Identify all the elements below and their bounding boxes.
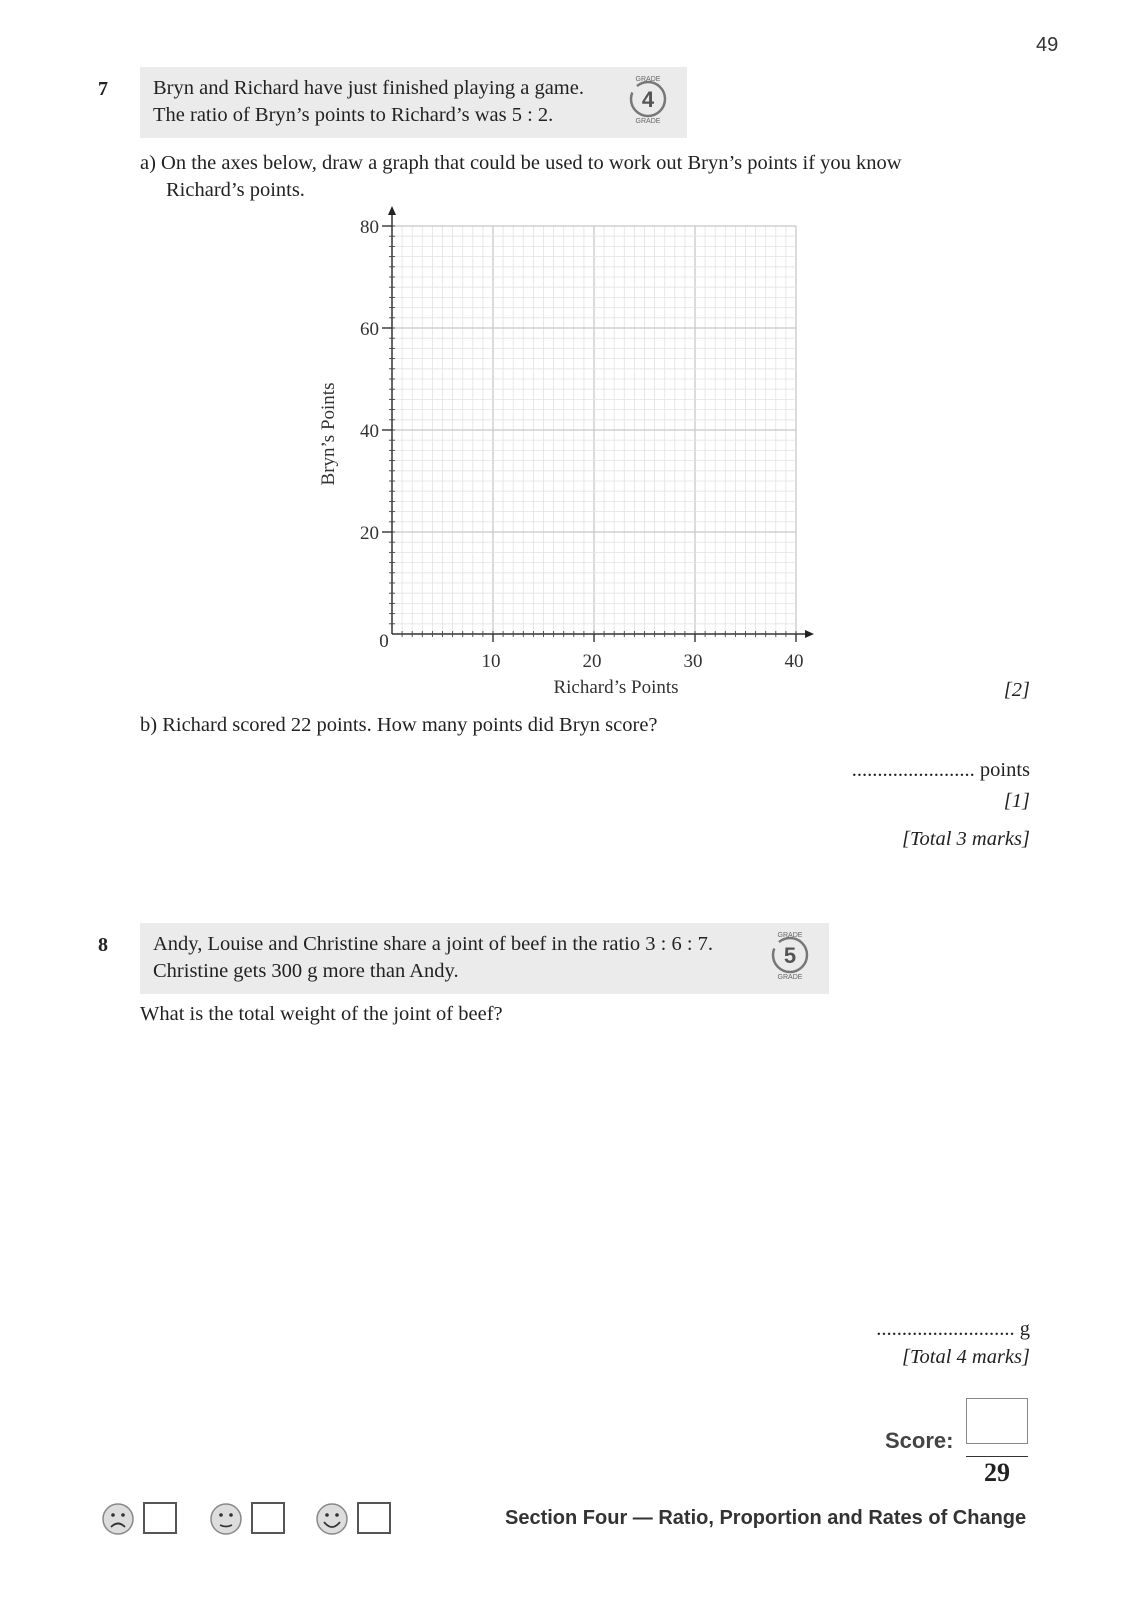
sad-tick-box[interactable] xyxy=(143,1502,177,1534)
x-tick-label: 20 xyxy=(582,651,602,672)
q7-intro-line-1: Bryn and Richard have just finished playing a game. xyxy=(153,77,584,99)
x-axis-label: Richard’s Points xyxy=(553,677,679,698)
grade-5-label-bottom: GRADE xyxy=(777,974,803,981)
x-tick-label: 40 xyxy=(784,651,804,672)
neutral-tick-box[interactable] xyxy=(251,1502,285,1534)
sad-face-icon xyxy=(101,1502,135,1536)
happy-face-icon xyxy=(315,1502,349,1536)
q7-part-a xyxy=(140,150,1040,204)
grade-4-icon xyxy=(622,73,674,125)
q7-part-a-line-2: Richard’s points. xyxy=(166,179,305,201)
y-tick-label: 20 xyxy=(360,523,379,544)
question-8-number: 8 xyxy=(98,934,108,956)
score-input-box[interactable] xyxy=(966,1398,1028,1444)
question-7-number: 7 xyxy=(98,78,108,100)
grade-5-number: 5 xyxy=(783,943,797,968)
score-divider xyxy=(966,1456,1028,1457)
grade-4-label-bottom: GRADE xyxy=(635,118,661,125)
y-axis-label: Bryn’s Points xyxy=(318,382,339,486)
page-number: 49 xyxy=(1036,34,1059,56)
x-axis-arrow-icon xyxy=(805,630,814,638)
q8-total-marks: [Total 4 marks] xyxy=(902,1346,1030,1368)
q7-part-a-marks: [2] xyxy=(1003,679,1030,701)
q7-part-a-line-1: a) On the axes below, draw a graph that could be used to work out Bryn’s points if you know xyxy=(140,152,902,174)
origin-label: 0 xyxy=(379,631,389,652)
q7-answer-line[interactable]: ........................ points xyxy=(851,759,1030,781)
x-tick-label: 10 xyxy=(481,651,501,672)
x-tick-label: 30 xyxy=(683,651,703,672)
y-axis-arrow-icon xyxy=(388,206,396,215)
ratio-graph[interactable] xyxy=(300,200,840,710)
grade-5-label-top: GRADE xyxy=(777,932,803,939)
q8-question: What is the total weight of the joint of beef? xyxy=(140,1003,503,1025)
q7-intro-line-2: The ratio of Bryn’s points to Richard’s was 5 : 2. xyxy=(153,104,554,126)
score-total: 29 xyxy=(984,1458,1010,1487)
score-label: Score: xyxy=(885,1428,954,1453)
y-tick-label: 80 xyxy=(360,217,379,238)
q8-answer-line[interactable]: ........................... g xyxy=(876,1318,1030,1340)
q7-total-marks: [Total 3 marks] xyxy=(902,828,1030,850)
question-7-intro xyxy=(140,67,687,138)
grade-4-label-top: GRADE xyxy=(635,76,661,83)
q7-part-b: b) Richard scored 22 points. How many points did Bryn score? xyxy=(140,714,658,736)
neutral-face-icon xyxy=(209,1502,243,1536)
grade-4-number: 4 xyxy=(641,87,655,112)
y-tick-label: 40 xyxy=(360,421,379,442)
q7-part-b-marks: [1] xyxy=(1003,790,1030,812)
happy-tick-box[interactable] xyxy=(357,1502,391,1534)
y-tick-label: 60 xyxy=(360,319,379,340)
footer-section-title: Section Four — Ratio, Proportion and Rates of Change xyxy=(505,1507,1027,1529)
q8-intro-line-1: Andy, Louise and Christine share a joint of beef in the ratio 3 : 6 : 7. xyxy=(153,933,714,955)
question-8-intro xyxy=(140,923,829,994)
grade-5-icon xyxy=(764,929,816,981)
q8-intro-line-2: Christine gets 300 g more than Andy. xyxy=(153,960,459,982)
